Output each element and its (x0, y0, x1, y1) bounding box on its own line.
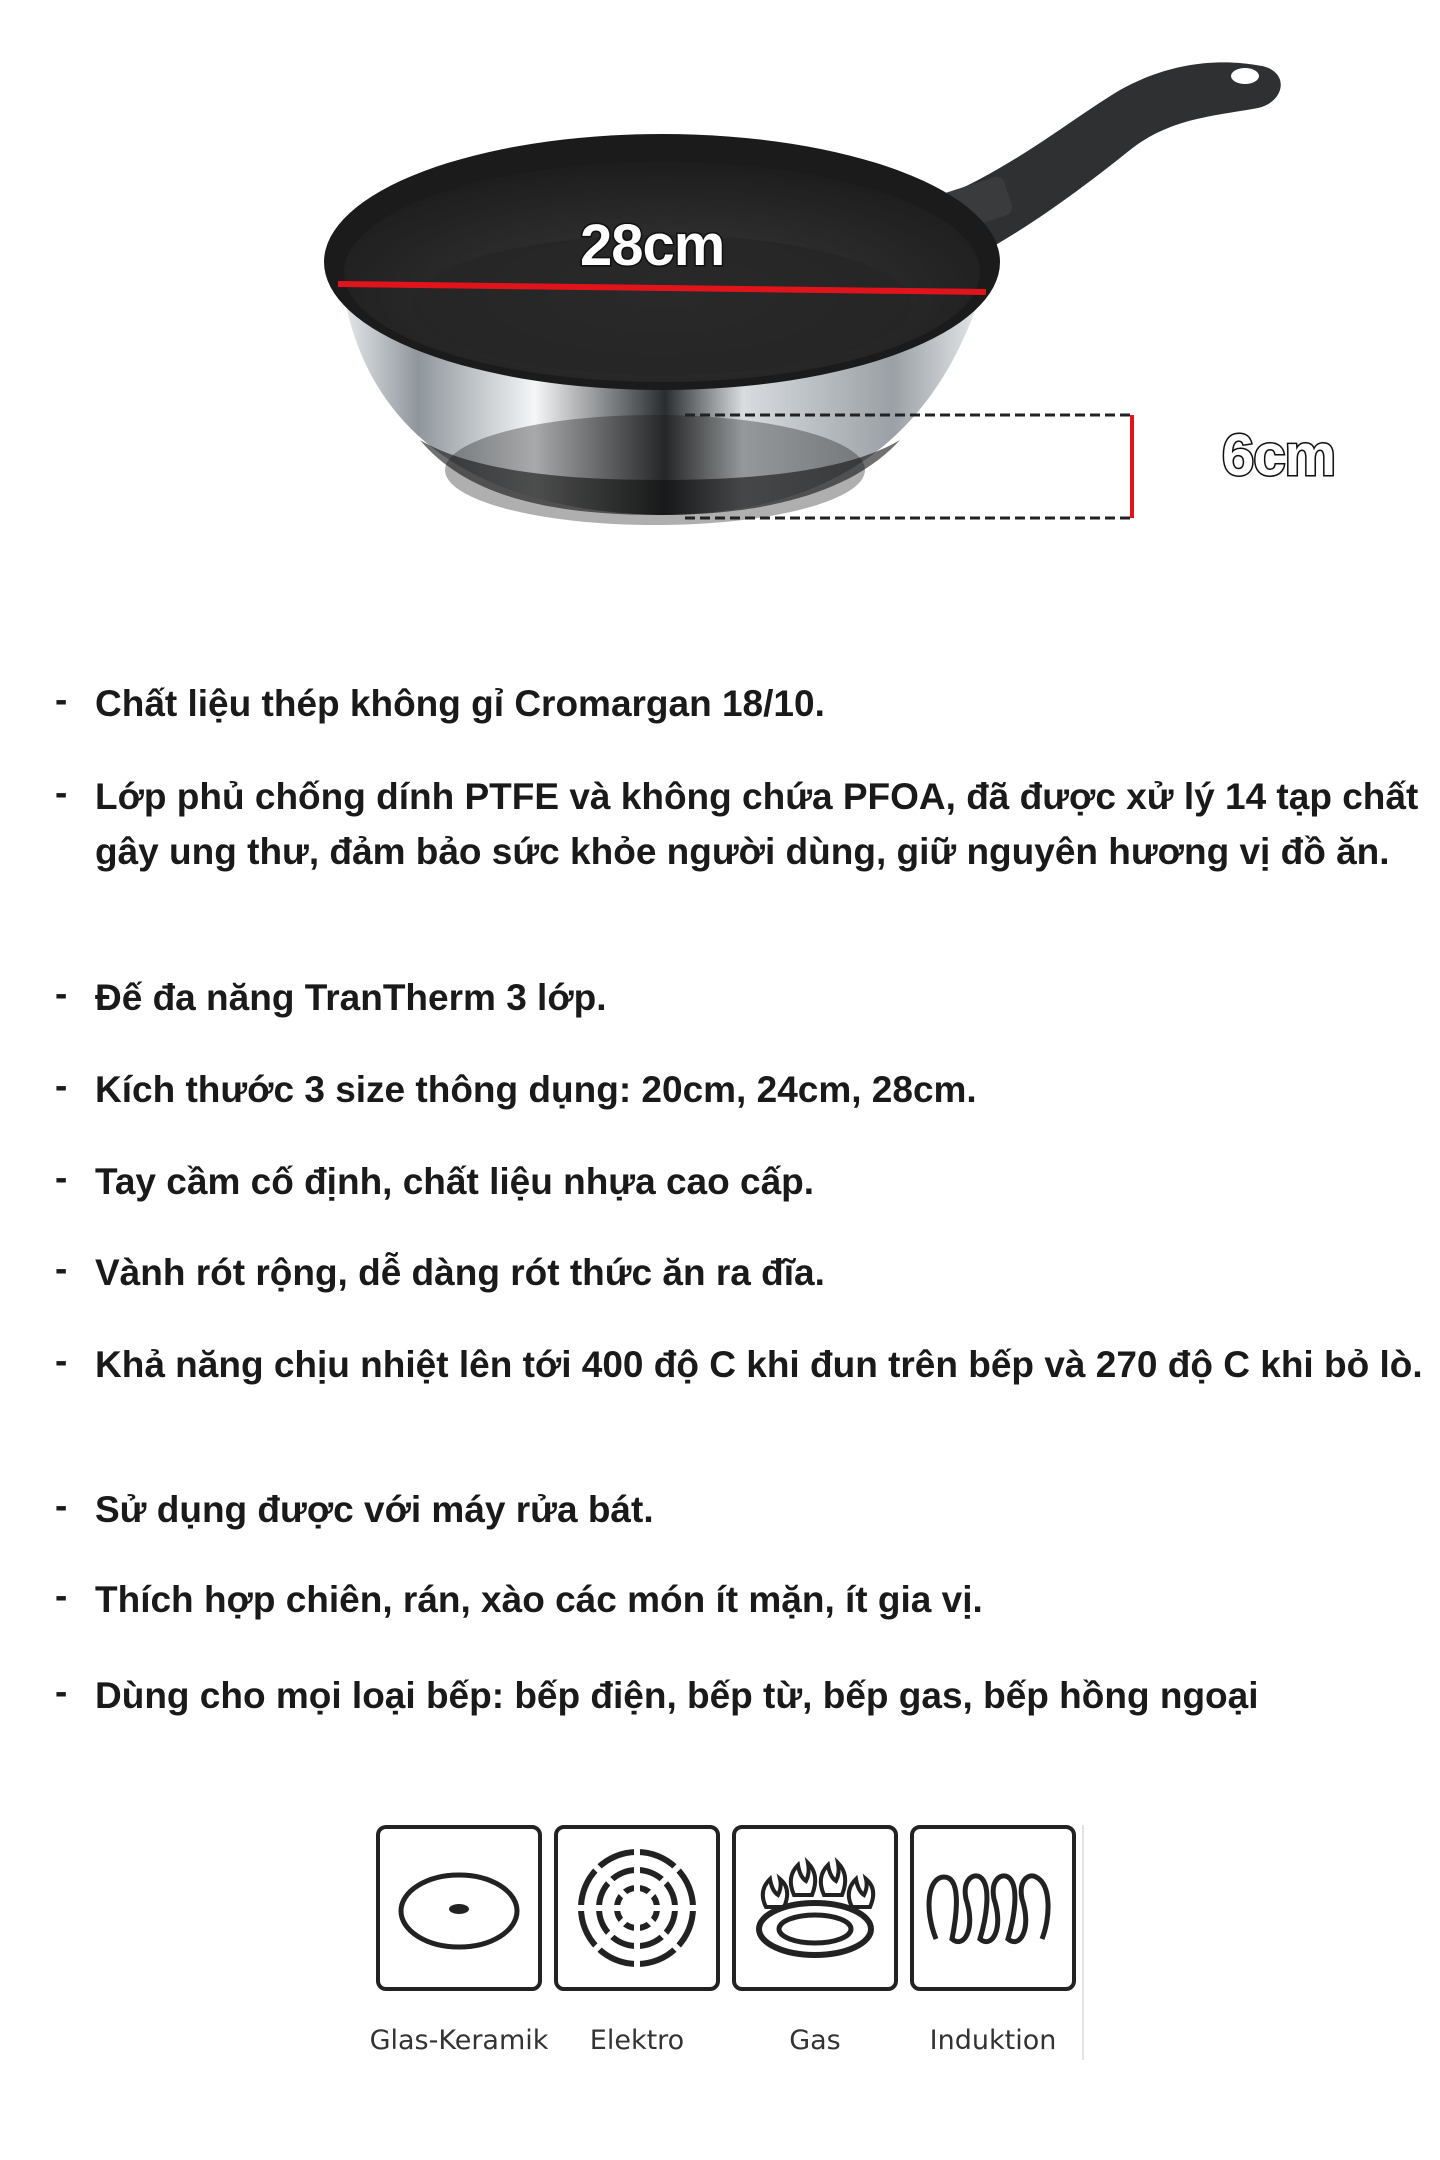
bullet-dash: - (55, 1575, 68, 1616)
feature-text: Khả năng chịu nhiệt lên tới 400 độ C khi đun trên bếp và 270 độ C khi bỏ lò. (95, 1344, 1423, 1385)
bullet-dash: - (55, 772, 68, 813)
stove-label: Induktion (929, 2025, 1057, 2056)
feature-text: Thích hợp chiên, rán, xào các món ít mặn, ít gia vị. (95, 1579, 983, 1620)
height-label: 6cm (1222, 423, 1336, 488)
bullet-dash: - (55, 679, 68, 720)
bullet-dash: - (55, 1248, 68, 1289)
bullet-dash: - (55, 1485, 68, 1526)
bullet-dash: - (55, 1671, 68, 1712)
bullet-dash: - (55, 973, 68, 1014)
stove-label: Gas (789, 2025, 841, 2056)
feature-text: Sử dụng được với máy rửa bát. (95, 1489, 654, 1530)
feature-text: Kích thước 3 size thông dụng: 20cm, 24cm, 28cm. (95, 1069, 977, 1110)
bullet-dash: - (55, 1157, 68, 1198)
stove-label: Glas-Keramik (369, 2025, 549, 2056)
feature-text: Chất liệu thép không gỉ Cromargan 18/10. (95, 683, 825, 724)
electric-hob-icon (554, 1825, 720, 1991)
diameter-label: 28cm (580, 213, 725, 278)
gas-burner-icon (732, 1825, 898, 1991)
feature-text: Đế đa năng TranTherm 3 lớp. (95, 977, 607, 1018)
bullet-dash: - (55, 1065, 68, 1106)
feature-text: Vành rót rộng, dễ dàng rót thức ăn ra đĩa. (95, 1252, 825, 1293)
bullet-dash: - (55, 1340, 68, 1381)
induction-coil-icon (910, 1825, 1076, 1991)
feature-text: Lớp phủ chống dính PTFE và không chứa PFOA, đã được xử lý 14 tạp chất gây ung thư, đảm bảo sức khỏe người dùng, giữ nguyên hương vị đồ ăn. (95, 776, 1419, 872)
stove-label: Elektro (589, 2025, 685, 2056)
feature-text: Tay cầm cố định, chất liệu nhựa cao cấp. (95, 1161, 815, 1202)
divider (1082, 1825, 1084, 2060)
stove-compatibility (369, 1825, 1082, 2060)
ceramic-hob-icon (376, 1825, 542, 1991)
feature-text: Dùng cho mọi loại bếp: bếp điện, bếp từ, bếp gas, bếp hồng ngoại (95, 1675, 1259, 1716)
